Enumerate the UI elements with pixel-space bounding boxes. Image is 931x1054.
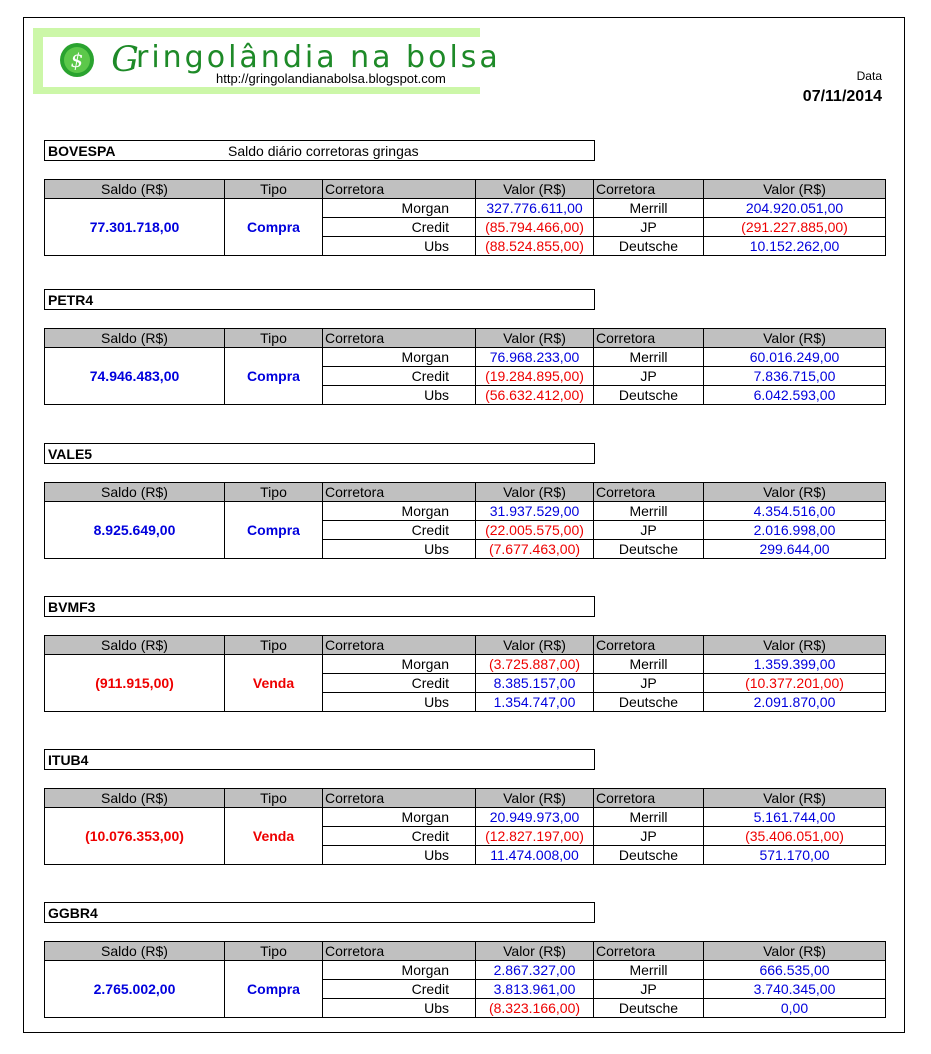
broker-value-2: 10.152.262,00 <box>704 237 886 256</box>
broker-value: 1.354.747,00 <box>476 693 594 712</box>
header-corretora: Corretora <box>323 483 476 502</box>
coin-logo-icon <box>59 42 95 78</box>
broker-value-2: (10.377.201,00) <box>704 674 886 693</box>
header-saldo: Saldo (R$) <box>45 942 225 961</box>
ticker-code: PETR4 <box>48 292 94 308</box>
ticker-code: ITUB4 <box>48 752 89 768</box>
broker-table <box>44 788 886 865</box>
saldo-value: 2.765.002,00 <box>45 961 225 1018</box>
broker-name-2: Merrill <box>594 502 704 521</box>
broker-name-2: JP <box>594 980 704 999</box>
header-tipo: Tipo <box>225 329 323 348</box>
broker-value-2: 666.535,00 <box>704 961 886 980</box>
header-valor: Valor (R$) <box>476 180 594 199</box>
header-tipo: Tipo <box>225 636 323 655</box>
header-tipo: Tipo <box>225 942 323 961</box>
tipo-value: Compra <box>225 348 323 405</box>
header-corretora: Corretora <box>323 636 476 655</box>
broker-name-2: Merrill <box>594 199 704 218</box>
broker-value: 76.968.233,00 <box>476 348 594 367</box>
broker-table <box>44 941 886 1018</box>
broker-value-2: 299.644,00 <box>704 540 886 559</box>
broker-name-2: Deutsche <box>594 693 704 712</box>
broker-name: Ubs <box>323 999 476 1018</box>
broker-name: Credit <box>323 218 476 237</box>
broker-name-2: Deutsche <box>594 540 704 559</box>
broker-table <box>44 328 886 405</box>
header-valor-2: Valor (R$) <box>704 180 886 199</box>
broker-name: Credit <box>323 674 476 693</box>
broker-table <box>44 635 886 712</box>
broker-value-2: 2.091.870,00 <box>704 693 886 712</box>
broker-value: (88.524.855,00) <box>476 237 594 256</box>
header-corretora-2: Corretora <box>594 180 704 199</box>
table-row <box>45 655 886 674</box>
header-tipo: Tipo <box>225 180 323 199</box>
tipo-value: Venda <box>225 655 323 712</box>
broker-value-2: 5.161.744,00 <box>704 808 886 827</box>
broker-value: (19.284.895,00) <box>476 367 594 386</box>
broker-name-2: JP <box>594 521 704 540</box>
svg-text:G: G <box>111 40 139 80</box>
broker-value: 2.867.327,00 <box>476 961 594 980</box>
header-valor: Valor (R$) <box>476 789 594 808</box>
tipo-value: Compra <box>225 199 323 256</box>
header-valor: Valor (R$) <box>476 942 594 961</box>
header-saldo: Saldo (R$) <box>45 180 225 199</box>
header-saldo: Saldo (R$) <box>45 329 225 348</box>
broker-value: (3.725.887,00) <box>476 655 594 674</box>
broker-value: (8.323.166,00) <box>476 999 594 1018</box>
header-saldo: Saldo (R$) <box>45 636 225 655</box>
broker-name-2: Merrill <box>594 655 704 674</box>
table-row <box>45 808 886 827</box>
broker-name: Ubs <box>323 846 476 865</box>
broker-value-2: 1.359.399,00 <box>704 655 886 674</box>
broker-name: Morgan <box>323 348 476 367</box>
broker-name: Credit <box>323 980 476 999</box>
date-value: 07/11/2014 <box>802 88 882 105</box>
header-valor: Valor (R$) <box>476 483 594 502</box>
tipo-value: Compra <box>225 961 323 1018</box>
broker-value-2: (291.227.885,00) <box>704 218 886 237</box>
header-corretora-2: Corretora <box>594 329 704 348</box>
header-corretora-2: Corretora <box>594 636 704 655</box>
broker-name: Ubs <box>323 693 476 712</box>
header-valor-2: Valor (R$) <box>704 789 886 808</box>
broker-name-2: Merrill <box>594 808 704 827</box>
header-corretora: Corretora <box>323 789 476 808</box>
tipo-value: Compra <box>225 502 323 559</box>
broker-name-2: Merrill <box>594 961 704 980</box>
header-corretora-2: Corretora <box>594 789 704 808</box>
blog-url[interactable]: http://gringolandianabolsa.blogspot.com <box>216 71 446 86</box>
broker-name: Morgan <box>323 961 476 980</box>
broker-name: Morgan <box>323 502 476 521</box>
table-header-row <box>45 636 886 655</box>
broker-name-2: Deutsche <box>594 846 704 865</box>
header-corretora: Corretora <box>323 329 476 348</box>
broker-name: Ubs <box>323 237 476 256</box>
ticker-code: GGBR4 <box>48 905 98 921</box>
date-label: Data <box>856 69 882 83</box>
broker-value-2: 204.920.051,00 <box>704 199 886 218</box>
broker-name-2: Deutsche <box>594 999 704 1018</box>
header-corretora-2: Corretora <box>594 942 704 961</box>
broker-name: Morgan <box>323 655 476 674</box>
header-tipo: Tipo <box>225 483 323 502</box>
broker-table <box>44 482 886 559</box>
broker-value: 327.776.611,00 <box>476 199 594 218</box>
broker-name: Credit <box>323 521 476 540</box>
broker-value: 8.385.157,00 <box>476 674 594 693</box>
header-valor-2: Valor (R$) <box>704 329 886 348</box>
section-title-box <box>44 443 595 464</box>
broker-name: Ubs <box>323 386 476 405</box>
table-header-row <box>45 180 886 199</box>
header-corretora-2: Corretora <box>594 483 704 502</box>
broker-value-2: 571.170,00 <box>704 846 886 865</box>
header-corretora: Corretora <box>323 942 476 961</box>
broker-name: Morgan <box>323 199 476 218</box>
broker-name-2: JP <box>594 827 704 846</box>
table-header-row <box>45 789 886 808</box>
header-valor: Valor (R$) <box>476 329 594 348</box>
broker-name-2: Deutsche <box>594 237 704 256</box>
header-tipo: Tipo <box>225 789 323 808</box>
svg-text:$: $ <box>70 48 84 72</box>
section-subtitle: Saldo diário corretoras gringas <box>228 143 419 159</box>
section-title-box <box>44 749 595 770</box>
broker-value: (22.005.575,00) <box>476 521 594 540</box>
header-valor-2: Valor (R$) <box>704 942 886 961</box>
broker-name-2: JP <box>594 218 704 237</box>
saldo-value: (10.076.353,00) <box>45 808 225 865</box>
broker-value: (7.677.463,00) <box>476 540 594 559</box>
section-title-box <box>44 902 595 923</box>
broker-value: (56.632.412,00) <box>476 386 594 405</box>
broker-value-2: 0,00 <box>704 999 886 1018</box>
broker-name: Credit <box>323 367 476 386</box>
broker-name-2: Merrill <box>594 348 704 367</box>
broker-value: 3.813.961,00 <box>476 980 594 999</box>
header-valor-2: Valor (R$) <box>704 636 886 655</box>
broker-name-2: Deutsche <box>594 386 704 405</box>
saldo-value: (911.915,00) <box>45 655 225 712</box>
broker-value: (85.794.466,00) <box>476 218 594 237</box>
saldo-value: 77.301.718,00 <box>45 199 225 256</box>
broker-value-2: 3.740.345,00 <box>704 980 886 999</box>
table-row <box>45 502 886 521</box>
ticker-code: BVMF3 <box>48 599 96 615</box>
ticker-code: BOVESPA <box>48 143 116 159</box>
broker-name: Credit <box>323 827 476 846</box>
table-header-row <box>45 329 886 348</box>
broker-value-2: 6.042.593,00 <box>704 386 886 405</box>
logo-title: ringolândia na bolsa <box>136 40 501 75</box>
broker-name-2: JP <box>594 367 704 386</box>
broker-value-2: (35.406.051,00) <box>704 827 886 846</box>
broker-value: (12.827.197,00) <box>476 827 594 846</box>
saldo-value: 8.925.649,00 <box>45 502 225 559</box>
section-title-box <box>44 140 595 161</box>
broker-value: 31.937.529,00 <box>476 502 594 521</box>
broker-table <box>44 179 886 256</box>
broker-name: Ubs <box>323 540 476 559</box>
broker-name: Morgan <box>323 808 476 827</box>
broker-value-2: 4.354.516,00 <box>704 502 886 521</box>
header-valor: Valor (R$) <box>476 636 594 655</box>
header-saldo: Saldo (R$) <box>45 789 225 808</box>
broker-value-2: 60.016.249,00 <box>704 348 886 367</box>
section-title-box <box>44 289 595 310</box>
table-row <box>45 961 886 980</box>
header-valor-2: Valor (R$) <box>704 483 886 502</box>
tipo-value: Venda <box>225 808 323 865</box>
header-corretora: Corretora <box>323 180 476 199</box>
broker-value-2: 2.016.998,00 <box>704 521 886 540</box>
broker-value-2: 7.836.715,00 <box>704 367 886 386</box>
table-row <box>45 199 886 218</box>
table-row <box>45 348 886 367</box>
table-header-row <box>45 483 886 502</box>
broker-value: 11.474.008,00 <box>476 846 594 865</box>
table-header-row <box>45 942 886 961</box>
broker-value: 20.949.973,00 <box>476 808 594 827</box>
ticker-code: VALE5 <box>48 446 93 462</box>
header-saldo: Saldo (R$) <box>45 483 225 502</box>
saldo-value: 74.946.483,00 <box>45 348 225 405</box>
broker-name-2: JP <box>594 674 704 693</box>
section-title-box <box>44 596 595 617</box>
